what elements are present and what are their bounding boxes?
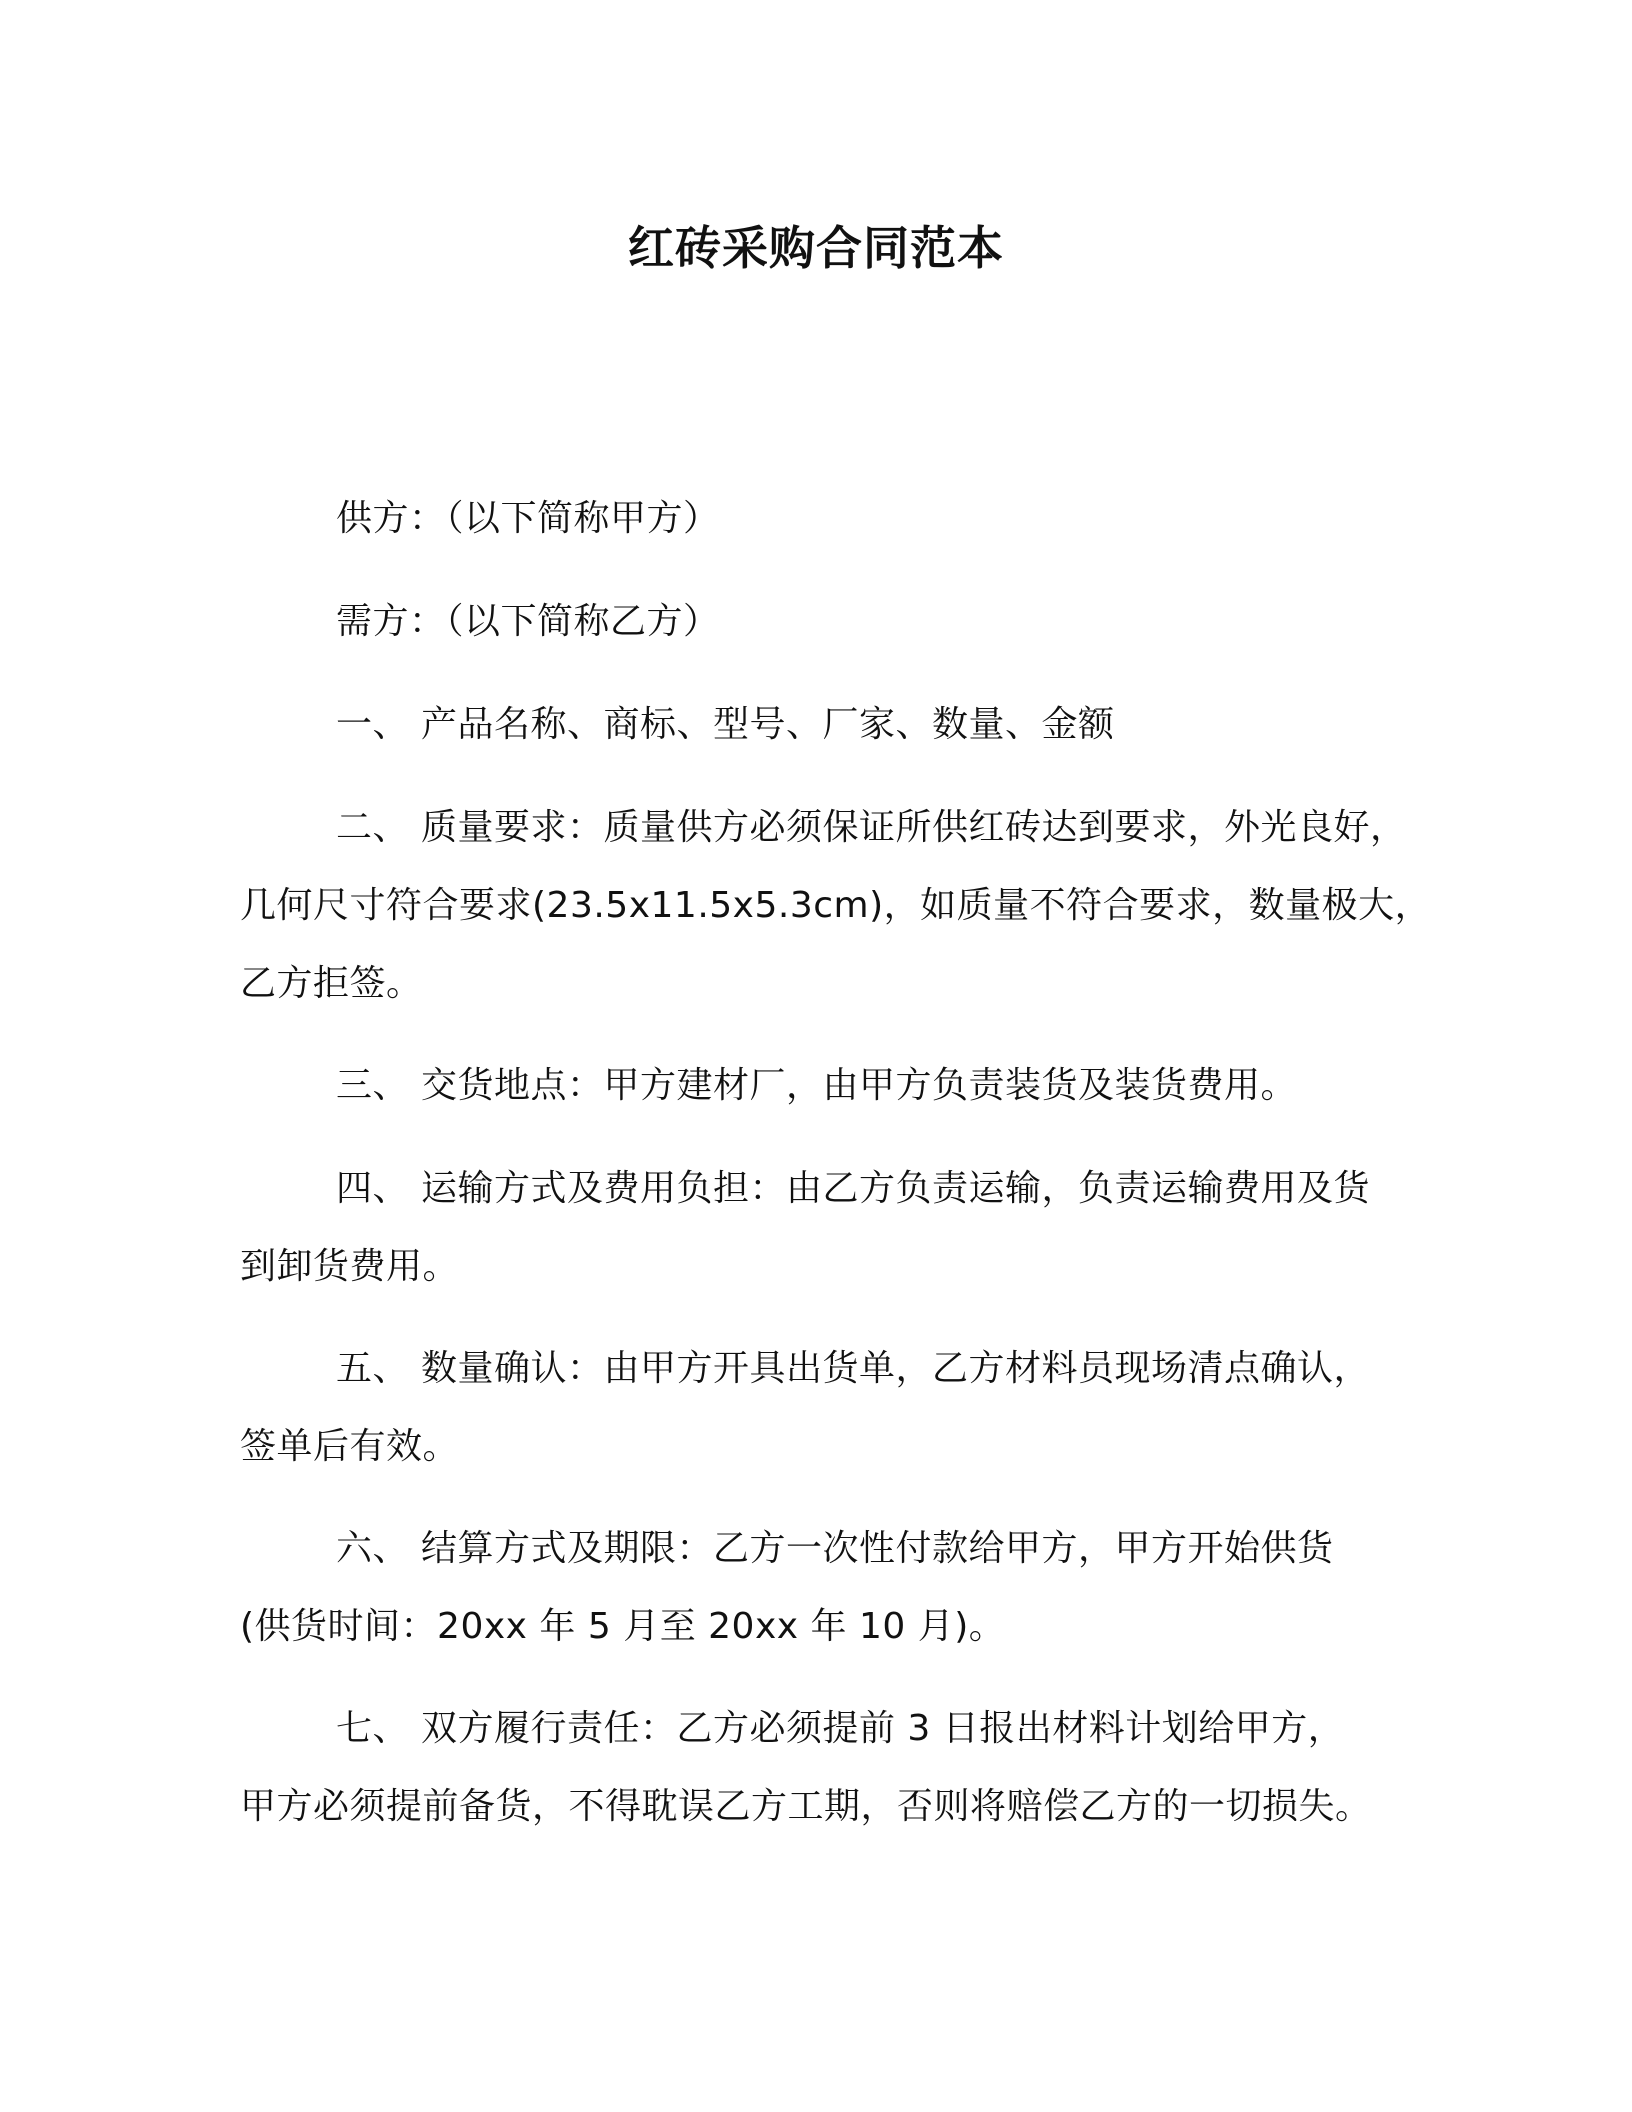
buyer-line: 需方：（以下简称乙方） [336, 601, 720, 642]
clause-5-line-2: 签单后有效。 [240, 1426, 460, 1467]
clause-2-line-2: 几何尺寸符合要求(23.5x11.5x5.3cm)，如质量不符合要求，数量极大， [240, 885, 1432, 926]
clause-7-line-1: 七、 双方履行责任：乙方必须提前 3 日报出材料计划给甲方， [336, 1708, 1345, 1749]
clause-7-line-2: 甲方必须提前备货，不得耽误乙方工期，否则将赔偿乙方的一切损失。 [240, 1786, 1372, 1827]
clause-3 [240, 1047, 1420, 1125]
clause-3-line-1: 三、 交货地点：甲方建材厂，由甲方负责装货及装货费用。 [336, 1065, 1297, 1106]
clause-2-line-3: 乙方拒签。 [240, 963, 423, 1004]
document-title: 红砖采购合同范本 [628, 221, 1004, 275]
clause-4-line-1: 四、 运输方式及费用负担：由乙方负责运输，负责运输费用及货 [336, 1168, 1370, 1209]
clause-1-line-1: 一、 产品名称、商标、型号、厂家、数量、金额 [336, 704, 1115, 745]
clause-6 [240, 1510, 1420, 1666]
clause-6-line-2: (供货时间：20xx 年 5 月至 20xx 年 10 月)。 [240, 1606, 1006, 1647]
clause-4-line-2: 到卸货费用。 [240, 1246, 460, 1287]
clause-6-line-1: 六、 结算方式及期限：乙方一次性付款给甲方，甲方开始供货 [336, 1528, 1334, 1569]
clause-2 [240, 789, 1432, 1023]
supplier-line: 供方：（以下简称甲方） [336, 498, 720, 539]
clause-4 [240, 1150, 1420, 1306]
clause-1 [240, 686, 1420, 764]
clause-5-line-1: 五、 数量确认：由甲方开具出货单，乙方材料员现场清点确认， [336, 1348, 1370, 1389]
clause-7 [240, 1690, 1420, 1846]
clause-2-line-1: 二、 质量要求：质量供方必须保证所供红砖达到要求，外光良好， [336, 807, 1407, 848]
clause-5 [240, 1330, 1420, 1486]
